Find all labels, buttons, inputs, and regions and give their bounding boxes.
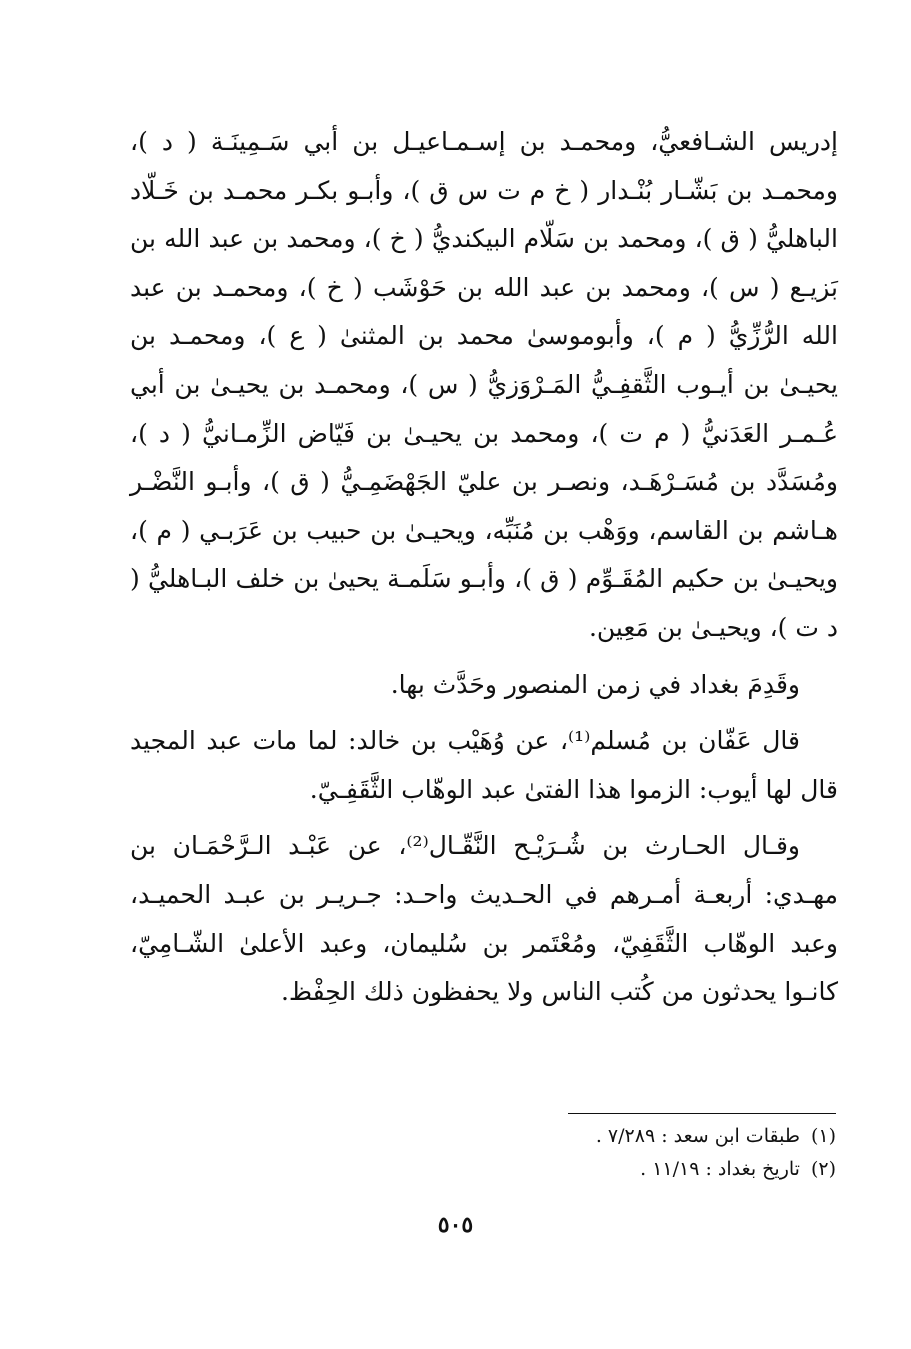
paragraph-baghdad: وقَدِمَ بغداد في زمن المنصور وحَدَّث بها. — [390, 669, 800, 699]
paragraph-narrators-list: إدريس الشـافعيُّ، ومحمـد بن إسـمـاعيـل بن أبي سَـمِينَـة ( د )، ومحمـد بن بَشّـار بُنْـدار ( خ م ت س ق )، وأبـو بكـر محمـد بن خَـلّاد الباهليُّ ( ق )، ومحمد بن سَلّام البيكنديُّ ( خ )، ومحمد بن عبد الله بن بَزيـع ( س )، ومحمد بن عبد الله بن حَوْشَب ( خ )، ومحمـد بن عبد الله الرُّزِّيُّ ( م )، وأبوموسىٰ محمد بن المثنىٰ ( ع )، ومحمـد بن يحيـىٰ بن أيـوب الثَّقفِـيُّ المَـرْوَزيُّ ( س )، ومحمـد بن يحيـىٰ بن أبي عُـمـر العَدَنيُّ ( م ت )، ومحمد بن يحيـىٰ بن فَيّاض الزِّمـانيُّ ( د )، ومُسَدَّد بن مُسَـرْهَـد، ونصـر بن عليّ الجَهْضَمِـيُّ ( ق )، وأبـو النَّضْـر هـاشم بن القاسم، ووَهْب بن مُنَبِّه، ويحيـىٰ بن حبيب بن عَرَبـي ( م )، ويحيـىٰ بن حكيم المُقَـوِّم ( ق )، وأبـو سَلَمـة يحيىٰ بن خلف البـاهليُّ ( د ت )، ويحيـىٰ بن مَعِين. — [130, 127, 838, 642]
footnote-number: (١) — [810, 1125, 836, 1147]
footnotes — [436, 1120, 836, 1186]
footnote-text: طبقات ابن سعد : ٧/٢٨٩ . — [595, 1125, 800, 1147]
page-number: ٥٠٥ — [437, 1212, 474, 1238]
footnote-text: تاريخ بغداد : ١١/١٩ . — [640, 1158, 800, 1180]
footnote-number: (٢) — [810, 1158, 836, 1180]
paragraph-harith-report: وقـال الحـارث بن شُـرَيْـح النَّقّـال⁽²⁾، عن عَبْـد الـرَّحْمَـان بن مهـدي: أربعـة أمـرهم في الحـديث واحـد: جـريـر بن عبـد الحميـد، وعبد الوهّاب الثَّقَفِيّ، ومُعْتَمر بن سُليمان، وعبد الأعلىٰ الشّـامِيّ، كانـوا يحدثون من كُتب الناس ولا يحفظون ذلك الحِفْظ. — [130, 831, 838, 1007]
footnote-item — [436, 1120, 836, 1153]
main-text — [130, 118, 838, 1017]
footnote-item — [436, 1153, 836, 1186]
footnote-divider — [568, 1113, 836, 1114]
paragraph-affan-report: قال عَفّان بن مُسلم⁽¹⁾، عن وُهَيْب بن خالد: لما مات عبد المجيد قال لها أيوب: الزموا هذا الفتىٰ عبد الوهّاب الثَّقَفِـيّ. — [130, 726, 838, 804]
